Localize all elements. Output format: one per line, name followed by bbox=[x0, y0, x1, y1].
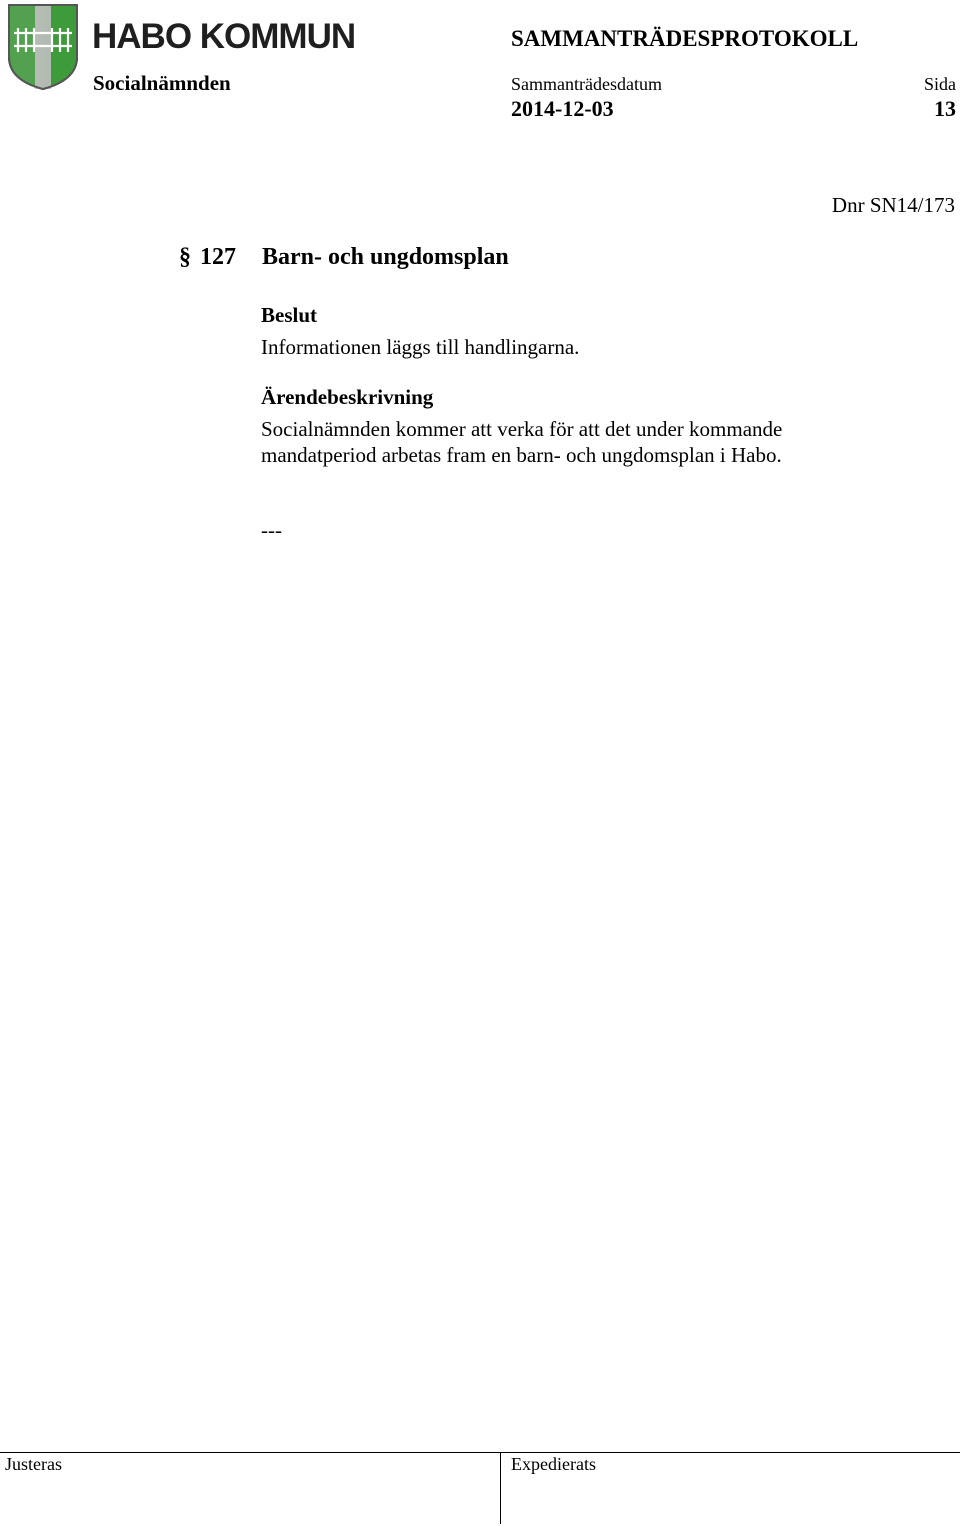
paragraph-number: 127 bbox=[200, 244, 236, 270]
meeting-date: 2014-12-03 bbox=[511, 96, 614, 121]
footer-column-divider bbox=[500, 1452, 501, 1524]
paragraph-title: Barn- och ungdomsplan bbox=[262, 244, 509, 270]
footer-expedierats-label: Expedierats bbox=[511, 1454, 596, 1474]
page-label: Sida bbox=[923, 74, 956, 94]
paragraph-sign: § bbox=[179, 244, 191, 270]
footer-justeras-label: Justeras bbox=[5, 1454, 62, 1474]
section-separator: --- bbox=[261, 518, 282, 542]
org-name: HABO KOMMUN bbox=[92, 17, 356, 56]
meeting-date-label: Sammanträdesdatum bbox=[511, 74, 662, 94]
committee-name: Socialnämnden bbox=[93, 71, 231, 95]
description-line: mandatperiod arbetas fram en barn- och ungdomsplan i Habo. bbox=[261, 443, 782, 467]
description-heading: Ärendebeskrivning bbox=[261, 385, 434, 409]
description-line: Socialnämnden kommer att verka för att det under kommande bbox=[261, 417, 783, 441]
case-number: Dnr SN14/173 bbox=[831, 193, 955, 217]
page-number: 13 bbox=[934, 96, 956, 121]
decision-heading: Beslut bbox=[261, 303, 318, 327]
habo-crest-logo bbox=[6, 2, 80, 92]
document-type: SAMMANTRÄDESPROTOKOLL bbox=[511, 26, 859, 51]
footer-divider bbox=[0, 1452, 960, 1453]
decision-text: Informationen läggs till handlingarna. bbox=[261, 335, 580, 359]
